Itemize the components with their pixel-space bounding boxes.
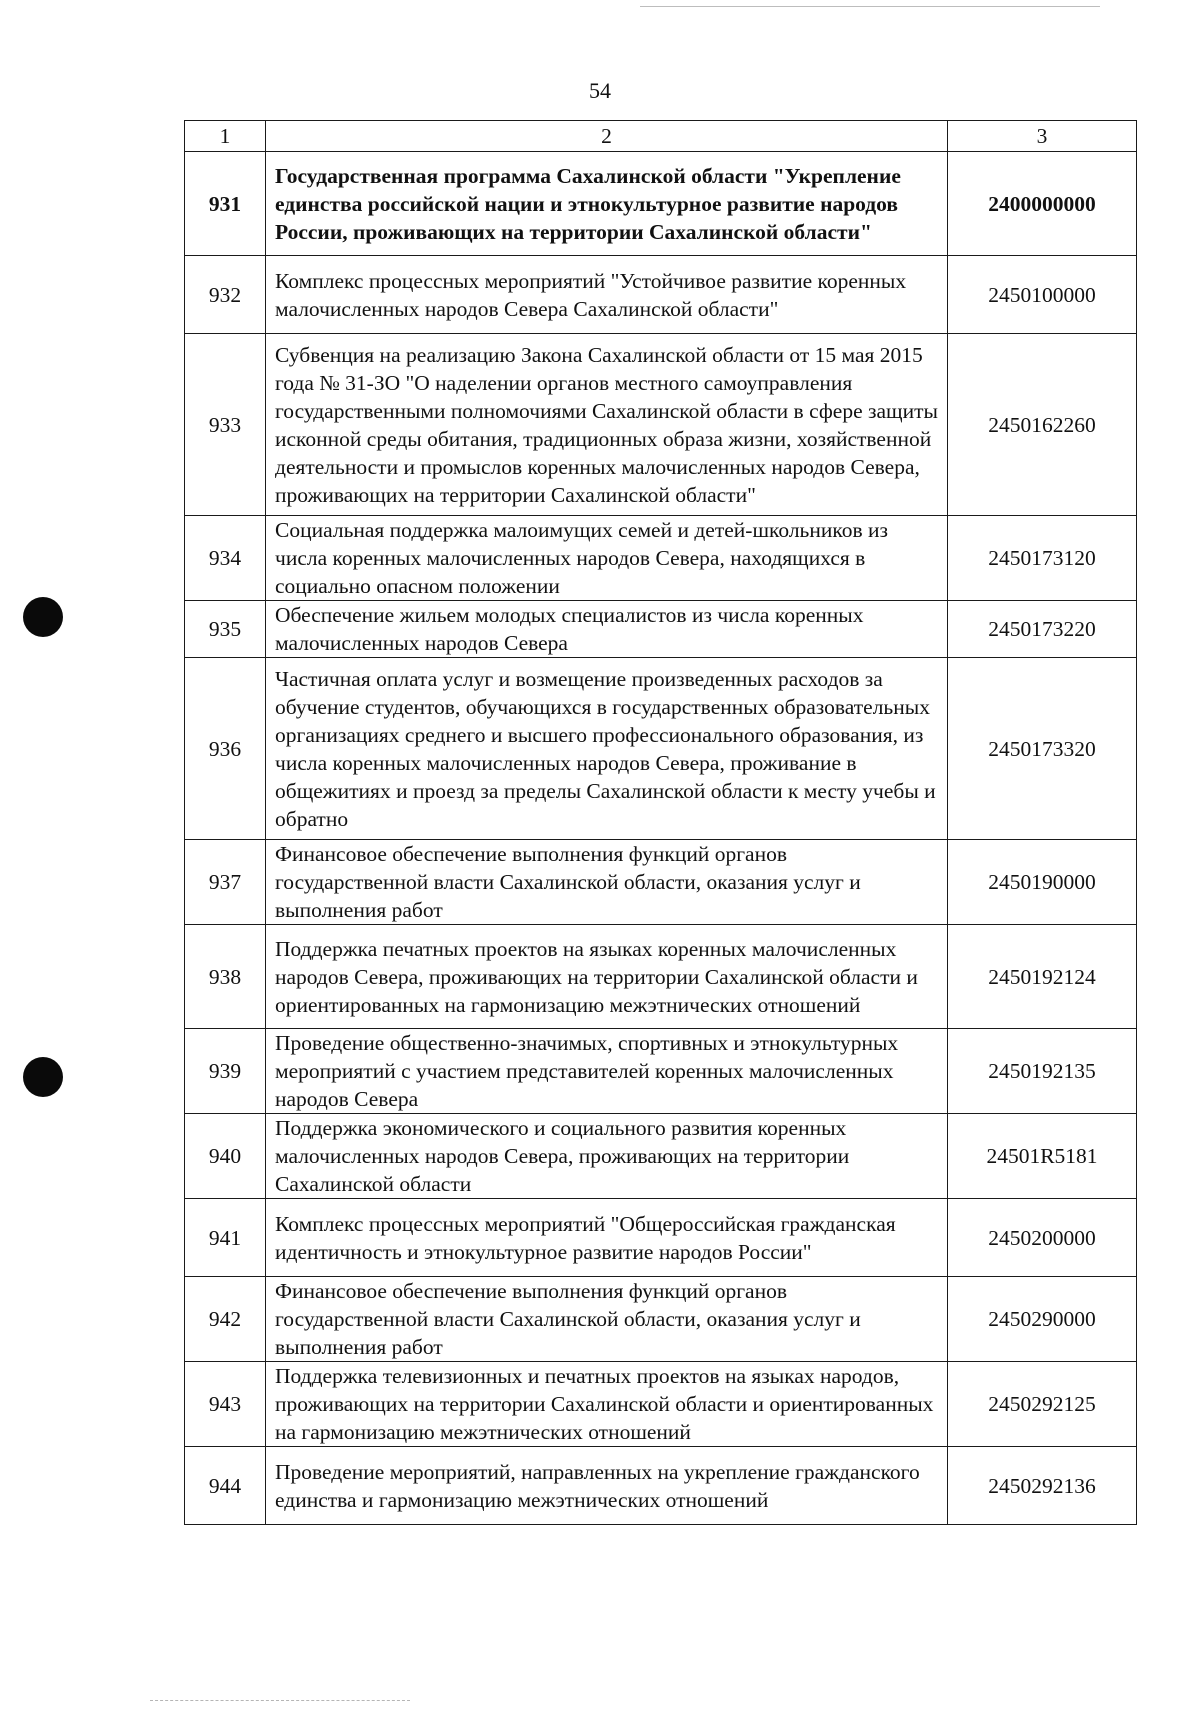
row-name: Субвенция на реализацию Закона Сахалинской области от 15 мая 2015 года № 31-ЗО "О наделении органов местного самоуправления государственными полномочиями Сахалинской области в сфере защиты исконной среды обитания, традиционных образа жизни, хозяйственной деятельности и промыслов коренных малочисленных народов Севера, проживающих на территории Сахалинской области"	[266, 334, 948, 516]
row-number: 942	[185, 1277, 266, 1362]
row-code: 2450292125	[948, 1362, 1137, 1447]
punch-hole-mark	[23, 597, 63, 637]
row-number: 937	[185, 840, 266, 925]
row-code: 2450173220	[948, 601, 1137, 658]
row-number: 932	[185, 256, 266, 334]
row-number: 931	[185, 152, 266, 256]
column-header-number: 1	[185, 121, 266, 152]
table-row	[185, 152, 1137, 256]
row-name: Комплекс процессных мероприятий "Устойчивое развитие коренных малочисленных народов Севера Сахалинской области"	[266, 256, 948, 334]
row-name: Комплекс процессных мероприятий "Общероссийская гражданская идентичность и этнокультурное развитие народов России"	[266, 1199, 948, 1277]
table-row	[185, 840, 1137, 925]
row-code: 2450290000	[948, 1277, 1137, 1362]
row-name: Финансовое обеспечение выполнения функций органов государственной власти Сахалинской области, оказания услуг и выполнения работ	[266, 1277, 948, 1362]
row-name: Финансовое обеспечение выполнения функций органов государственной власти Сахалинской области, оказания услуг и выполнения работ	[266, 840, 948, 925]
table-body	[185, 152, 1137, 1525]
table-row	[185, 658, 1137, 840]
row-code: 2450200000	[948, 1199, 1137, 1277]
row-number: 940	[185, 1114, 266, 1199]
column-header-name: 2	[266, 121, 948, 152]
row-code: 2450173320	[948, 658, 1137, 840]
table-row	[185, 1114, 1137, 1199]
table-row	[185, 1447, 1137, 1525]
row-name: Социальная поддержка малоимущих семей и детей-школьников из числа коренных малочисленных народов Севера, находящихся в социально опасном положении	[266, 516, 948, 601]
table-row	[185, 925, 1137, 1029]
row-code: 2450100000	[948, 256, 1137, 334]
row-code: 2450192124	[948, 925, 1137, 1029]
table-row	[185, 256, 1137, 334]
row-code: 24501R5181	[948, 1114, 1137, 1199]
page-number: 54	[589, 78, 611, 103]
row-name: Поддержка телевизионных и печатных проектов на языках народов, проживающих на территории Сахалинской области и ориентированных на гармонизацию межэтнических отношений	[266, 1362, 948, 1447]
row-number: 938	[185, 925, 266, 1029]
table-row	[185, 1199, 1137, 1277]
scan-edge-line	[640, 6, 1100, 7]
table-row	[185, 1362, 1137, 1447]
column-header-code: 3	[948, 121, 1137, 152]
table-row	[185, 601, 1137, 658]
row-code: 2450162260	[948, 334, 1137, 516]
row-name: Частичная оплата услуг и возмещение произведенных расходов за обучение студентов, обучающихся в государственных образовательных организациях среднего и высшего профессионального образования, из числа коренных малочисленных народов Севера, проживание в общежитиях и проезд за пределы Сахалинской области к месту учебы и обратно	[266, 658, 948, 840]
table-header-row	[185, 121, 1137, 152]
row-number: 936	[185, 658, 266, 840]
row-number: 941	[185, 1199, 266, 1277]
row-name: Государственная программа Сахалинской области "Укрепление единства российской нации и этнокультурное развитие народов России, проживающих на территории Сахалинской области"	[266, 152, 948, 256]
row-number: 944	[185, 1447, 266, 1525]
punch-hole-mark	[23, 1057, 63, 1097]
row-name: Поддержка печатных проектов на языках коренных малочисленных народов Севера, проживающих на территории Сахалинской области и ориентированных на гармонизацию межэтнических отношений	[266, 925, 948, 1029]
row-number: 933	[185, 334, 266, 516]
row-code: 2450173120	[948, 516, 1137, 601]
row-name: Проведение мероприятий, направленных на укрепление гражданского единства и гармонизацию межэтнических отношений	[266, 1447, 948, 1525]
row-code: 2450292136	[948, 1447, 1137, 1525]
table-row	[185, 334, 1137, 516]
table-row	[185, 516, 1137, 601]
row-code: 2450190000	[948, 840, 1137, 925]
row-name: Проведение общественно-значимых, спортивных и этнокультурных мероприятий с участием представителей коренных малочисленных народов Севера	[266, 1029, 948, 1114]
table-row	[185, 1029, 1137, 1114]
row-number: 939	[185, 1029, 266, 1114]
row-number: 934	[185, 516, 266, 601]
row-name: Поддержка экономического и социального развития коренных малочисленных народов Севера, проживающих на территории Сахалинской области	[266, 1114, 948, 1199]
row-name: Обеспечение жильем молодых специалистов из числа коренных малочисленных народов Севера	[266, 601, 948, 658]
table-row	[185, 1277, 1137, 1362]
budget-classification-table	[184, 120, 1137, 1525]
row-number: 935	[185, 601, 266, 658]
row-number: 943	[185, 1362, 266, 1447]
row-code: 2450192135	[948, 1029, 1137, 1114]
scan-edge-line	[150, 1700, 410, 1701]
row-code: 2400000000	[948, 152, 1137, 256]
